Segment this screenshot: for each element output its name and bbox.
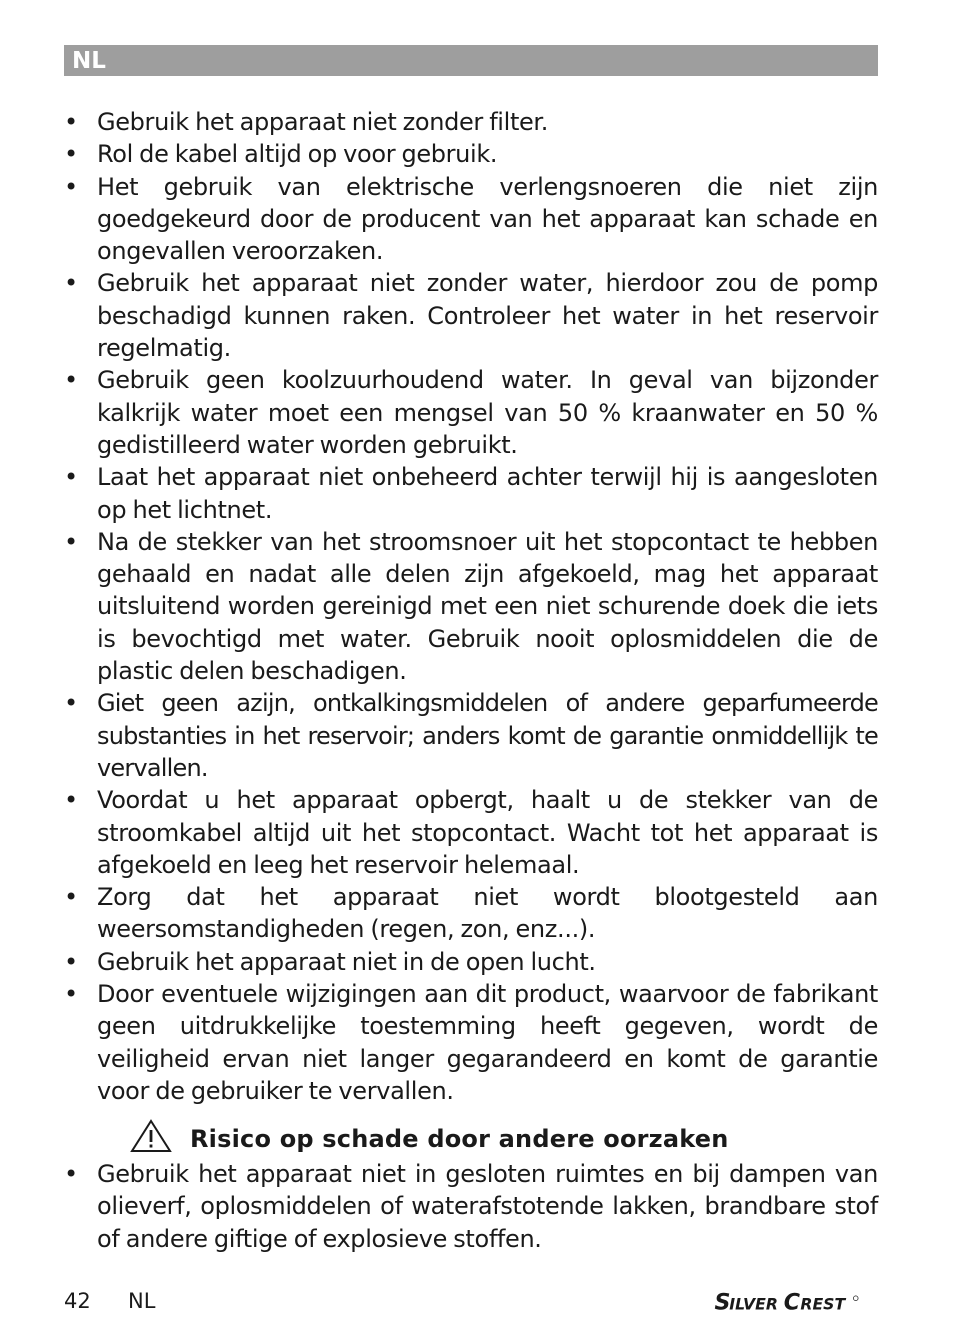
list-item [64,784,878,881]
bullet-icon: • [64,1160,78,1188]
section-heading [128,1118,888,1158]
list-item [64,687,878,784]
footer-language: NL [128,1289,156,1313]
language-header-bar [64,45,878,76]
bullet-icon: • [64,172,78,201]
list-item [64,138,878,170]
list-item-text: Gebruik het apparaat niet zonder filter. [97,108,549,136]
warning-triangle-icon [128,1118,174,1154]
list-item-text: Rol de kabel altijd op voor gebruik. [97,140,498,169]
list-item-text: Laat het apparaat niet onbeheerd achter terwijl hij is aangesloten op het lichtnet. [97,463,878,524]
list-item [64,526,878,687]
svg-text:ILVER: ILVER [729,1294,778,1313]
bullet-icon: • [64,140,78,169]
page-number: 42 [64,1289,91,1313]
bullet-icon: • [64,366,78,395]
bullet-icon: • [64,463,78,492]
safety-instructions-list [64,106,878,1107]
svg-text:C: C [783,1289,801,1313]
list-item [64,978,878,1107]
list-item-text: Zorg dat het apparaat niet wordt blootgesteld aan weersomstandigheden (regen, zon, enz...). [97,883,878,944]
list-item-text: Het gebruik van elektrische verlengsnoeren die niet zijn goedgekeurd door de producent van het apparaat kan schade en ongevallen veroorzaken. [97,172,878,266]
list-item-text: Gebruik het apparaat niet in de open lucht. [97,947,596,976]
list-item [64,171,878,268]
list-item [64,364,878,461]
svg-text:S: S [714,1289,731,1313]
bullet-icon: • [64,947,78,976]
language-tag: NL [72,48,106,74]
list-item [64,267,878,364]
brand-logo [708,1289,878,1313]
list-item [64,881,878,946]
bullet-icon: • [64,883,78,912]
list-item [64,946,878,978]
list-item-text: Gebruik het apparaat niet zonder water, hierdoor zou de pomp beschadigd kunnen raken. Controleer het water in het reservoir regelmatig. [97,269,878,363]
list-item [64,1158,878,1255]
list-item-text: Giet geen azijn, ontkalkingsmiddelen of andere geparfumeerde substanties in het reservoir; anders komt de garantie onmiddellijk te vervallen. [97,689,878,782]
bullet-icon: • [64,527,78,556]
list-item-text: Na de stekker van het stroomsnoer uit het stopcontact te hebben gehaald en nadat alle delen zijn afgekoeld, mag het apparaat uitsluitend worden gereinigd met een niet schurende doek die iets is bevochtigd met water. Gebruik nooit oplosmiddelen die de plastic delen beschadigen. [97,527,878,686]
bullet-icon: • [64,108,78,136]
bullet-icon: • [64,786,78,815]
list-item-text: Voordat u het apparaat opbergt, haalt u de stekker van de stroomkabel altijd uit het stopcontact. Wacht tot het apparaat is afgekoeld en leeg het reservoir helemaal. [97,786,878,879]
bullet-icon: • [64,689,78,718]
list-item-text: Gebruik het apparaat niet in gesloten ruimtes en bij dampen van olieverf, oplosmiddelen of waterafstotende lakken, brandbare stof of andere giftige of explosieve stoffen. [97,1160,878,1253]
svg-text:REST: REST [800,1294,846,1313]
list-item-text: Gebruik geen koolzuurhoudend water. In geval van bijzonder kalkrijk water moet een mengsel van 50 % kraanwater en 50 % gedistilleerd water worden gebruikt. [97,366,878,459]
bullet-icon: • [64,269,78,298]
list-item [64,106,878,138]
list-item [64,461,878,526]
bullet-icon: • [64,980,78,1009]
list-item-text: Door eventuele wijzigingen aan dit product, waarvoor de fabrikant geen uitdrukkelijke toestemming heeft gegeven, wordt de veiligheid ervan niet langer gegarandeerd en komt de garantie voor de gebruiker te vervallen. [97,980,878,1105]
damage-risk-list [64,1158,878,1255]
section-title: Risico op schade door andere oorzaken [190,1125,729,1153]
